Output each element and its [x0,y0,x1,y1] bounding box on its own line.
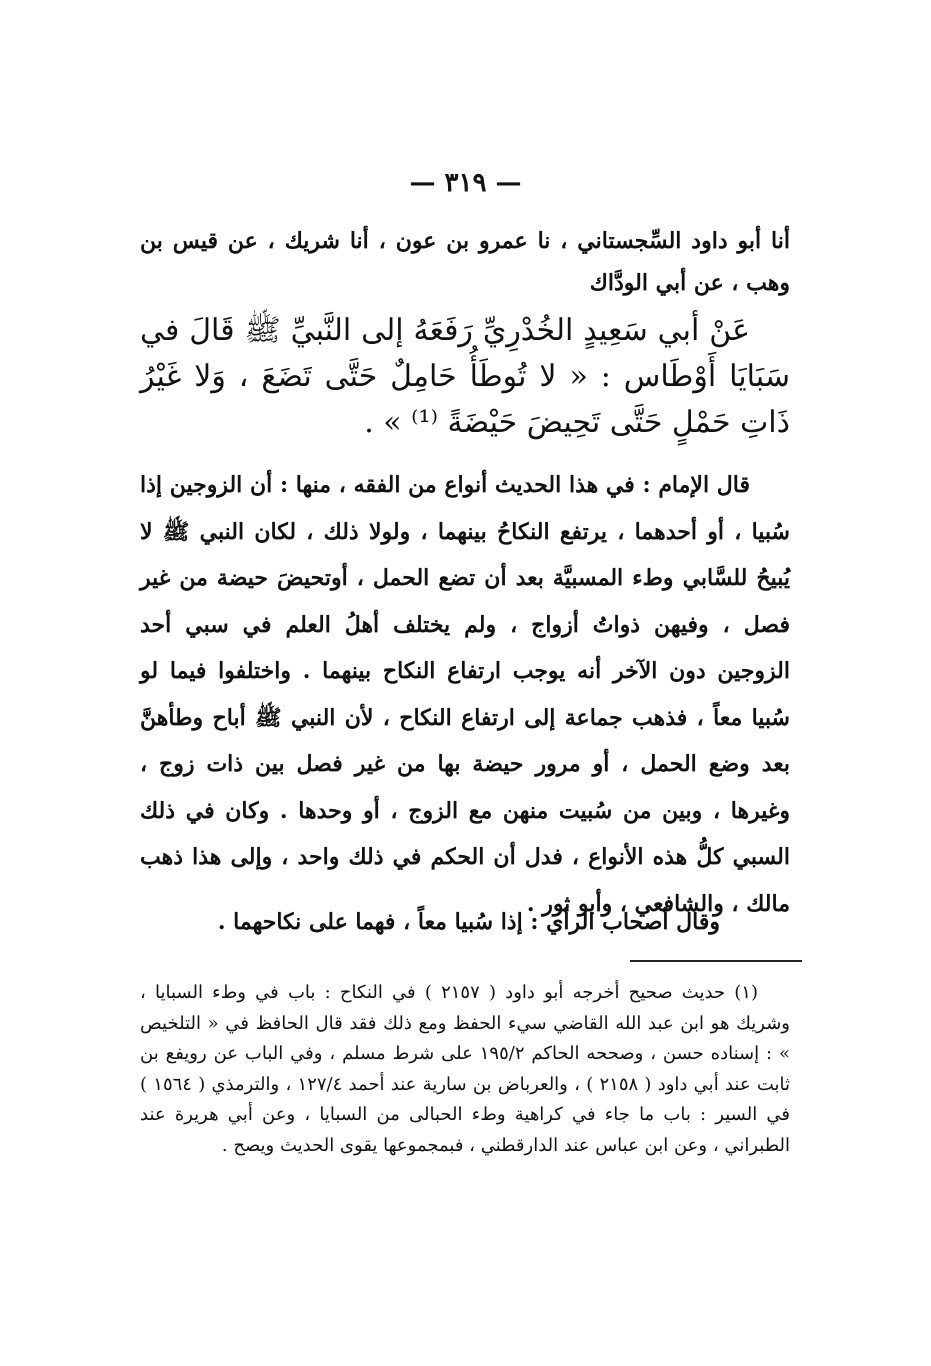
ray-body: وقال أصحاب الرأي : إذا سُبيا معاً ، فهما على نكاحهما . [217,909,720,935]
commentary-body: قال الإمام : في هذا الحديث أنواع من الفقه ، منها : أن الزوجين إذا سُبيا ، أو أحدهما ، يرتفع النكاحُ بينهما ، ولولا ذلك ، لكان النبي ﷺ لا يُبيحُ للسَّابي وطء المسبيَّة بعد أن تضع الحمل ، أوتحيضَ حيضة من غير فصل ، وفيهن ذواتُ أزواج ، ولم يختلف أهلُ العلم في سبي أحد الزوجين دون الآخر أنه يوجب ارتفاع النكاح بينهما . واختلفوا فيما لو سُبيا معاً ، فذهب جماعة إلى ارتفاع النكاح ، لأن النبي ﷺ أباح وطأهنَّ بعد وضع الحمل ، أو مرور حيضة بها من غير فصل بين ذات زوج ، وغيرها ، وبين من سُبيت منهن مع الزوج ، أو وحدها . وكان في ذلك السبي كلُّ هذه الأنواع ، فدل أن الحكم في ذلك واحد ، وإلى هذا ذهب مالك ، والشافعي ، وأبو ثور . [140,472,790,917]
page-number: — ٣١٩ — [409,168,522,198]
footnote-separator [630,960,802,962]
hadith-text [140,308,790,446]
isnad-chain: أنا أبو داود السِّجستاني ، نا عمرو بن عون ، أنا شريك ، عن قيس بن وهب ، عن أبي الودَّاك [140,228,790,296]
imam-commentary [140,462,790,927]
footnote-body: (١) حديث صحيح أخرجه أبو داود ( ٢١٥٧ ) في النكاح : باب في وطء السبايا ، وشريك هو ابن عبد الله القاضي سيء الحفظ ومع ذلك فقد قال الحافظ في « التلخيص » : إسناده حسن ، وصححه الحاكم ١٩٥/٢ على شرط مسلم ، وفي الباب عن رويفع بن ثابت عند أبي داود ( ٢١٥٨ ) ، والعرباض بن سارية عند أحمد ١٢٧/٤ ، والترمذي ( ١٥٦٤ ) في السير : باب ما جاء في كراهية وطء الحبالى من السبايا ، وعن أبي هريرة عند الطبراني ، وعن ابن عباس عند الدارقطني ، فبمجموعها يقوى الحديث ويصح . [140,982,791,1156]
footnote [140,978,790,1161]
ahl-al-ray-opinion [140,900,790,944]
hadith-body: عَنْ أبي سَعِيدٍ الخُدْرِيِّ رَفَعَهُ إلى النَّبيِّ ﷺ قَالَ في سَبَايَا أَوْطَاس : « لا تُوطَأُ حَامِلٌ حَتَّى تَضَعَ ، وَلا غَيْرُ ذَاتِ حَمْلٍ حَتَّى تَحِيضَ حَيْضَةً ⁽¹⁾ » . [140,313,790,440]
